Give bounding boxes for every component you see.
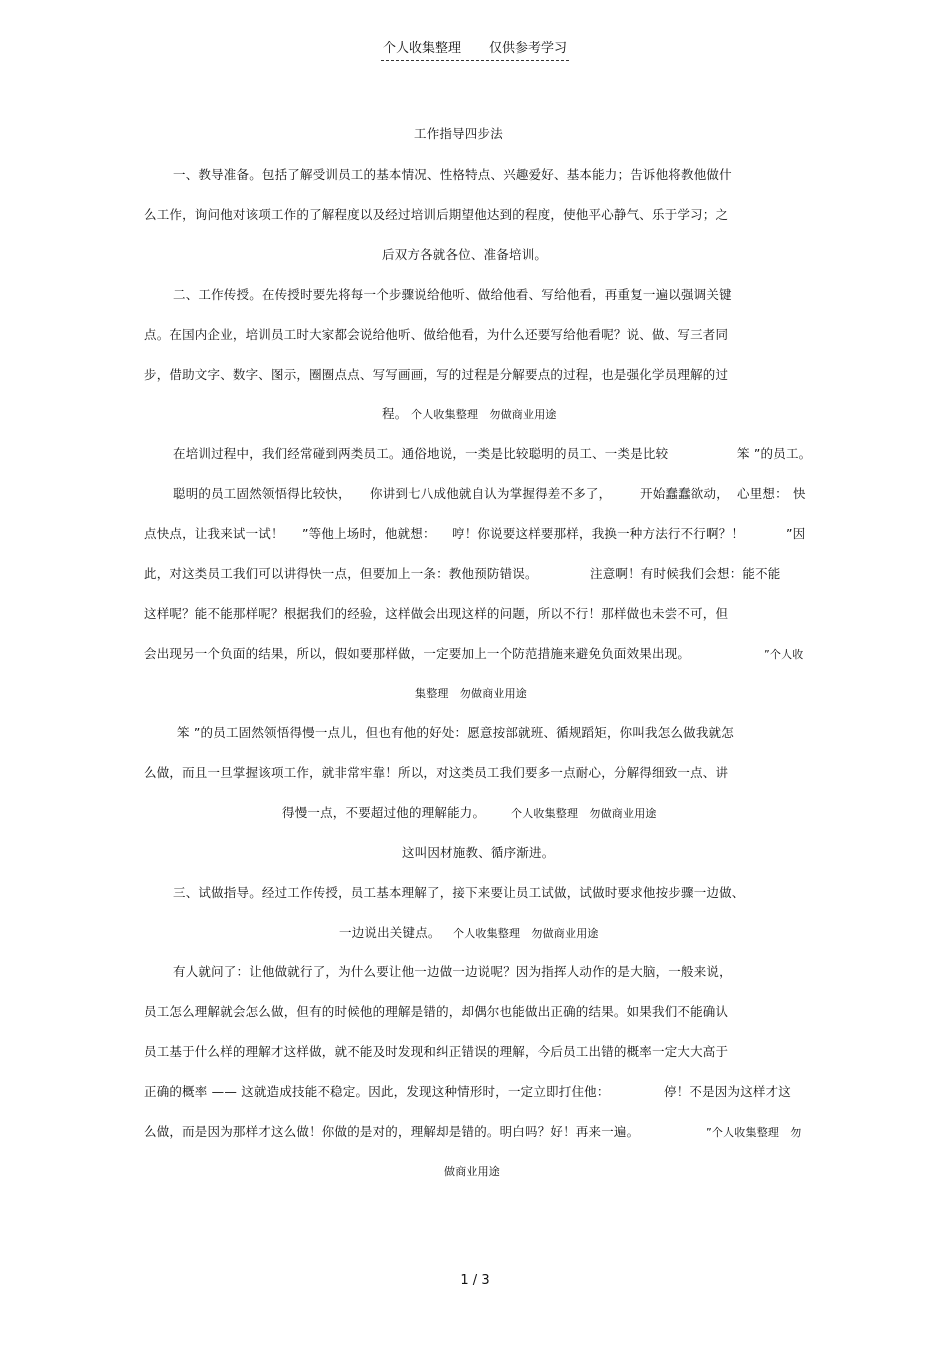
paragraph-line: 么工作，询问他对该项工作的了解程度以及经过培训后期望他达到的程度，使他平心静气、乐于学习；之 [144,207,729,222]
paragraph-line: 聪明的员工固然领悟得比较快， [173,486,351,501]
watermark-note: ”个人收 [764,648,804,661]
paragraph-line: 正确的概率 —— 这就造成技能不稳定。因此，发现这种情形时，一定立即打住他： [144,1084,610,1099]
paragraph-line: 心里想： [737,486,788,501]
paragraph-line: ”等他上场时，他就想： [302,526,436,541]
paragraph-line: 这叫因材施教、循序渐进。 [402,845,555,860]
paragraph-line: 一、教导准备。包括了解受训员工的基本情况、性格特点、兴趣爱好、基本能力；告诉他将教他做什 [173,167,732,182]
watermark-note: ”个人收集整理 勿 [706,1126,802,1139]
paragraph-line: ”因 [786,526,806,541]
paragraph-line: 得慢一点，不要超过他的理解能力。 [282,805,486,820]
paragraph-line: 停！不是因为这样才这 [664,1084,792,1099]
paragraph-line: 一边说出关键点。 [339,925,441,940]
paragraph-line: 快 [793,486,806,501]
watermark-note: 个人收集整理 勿做商业用途 [411,408,557,421]
paragraph-line: 么做，而是因为那样才这么做！你做的是对的，理解却是错的。明白吗？好！再来一遍。 [144,1124,640,1139]
paragraph-line: 开始蠢蠢欲动， [640,486,729,501]
header-banner [381,40,569,61]
paragraph-line: 点快点，让我来试一试！ [144,526,284,541]
paragraph-line: 二、工作传授。在传授时要先将每一个步骤说给他听、做给他看、写给他看，再重复一遍以强调关键 [173,287,732,302]
paragraph-line: 在培训过程中，我们经常碰到两类员工。通俗地说，一类是比较聪明的员工、一类是比较 [173,446,669,461]
watermark-note: 做商业用途 [444,1165,500,1178]
paragraph-line: 程。 [382,406,408,421]
paragraph-line: 点。在国内企业，培训员工时大家都会说给他听、做给他看，为什么还要写给他看呢？说、做、写三者同 [144,327,729,342]
header-left-text: 个人收集整理 [382,41,461,56]
paragraph-line: 后双方各就各位、准备培训。 [382,247,548,262]
paragraph-line: 笨 ”的员工。 [737,446,812,461]
watermark-note: 个人收集整理 勿做商业用途 [453,927,599,940]
page-header [0,40,950,61]
paragraph-line: 注意啊！有时候我们会想：能不能 [590,566,781,581]
paragraph-line: 步，借助文字、数字、图示，圈圈点点、写写画画，写的过程是分解要点的过程，也是强化学员理解的过 [144,367,729,382]
paragraph-line: 么做，而且一旦掌握该项工作，就非常牢靠！所以，对这类员工我们要多一点耐心，分解得细致一点、讲 [144,765,729,780]
paragraph-line: 哼！你说要这样要那样，我换一种方法行不行啊？！ [452,526,745,541]
paragraph-line: 员工基于什么样的理解才这样做，就不能及时发现和纠正错误的理解，今后员工出错的概率一定大大高于 [144,1044,729,1059]
page-number: 1 / 3 [460,1273,490,1288]
paragraph-line: 员工怎么理解就会怎么做，但有的时候他的理解是错的，却偶尔也能做出正确的结果。如果我们不能确认 [144,1004,729,1019]
paragraph-line: 笨 ”的员工固然领悟得慢一点儿，但也有他的好处：愿意按部就班、循规蹈矩，你叫我怎么做我就怎 [177,725,734,740]
paragraph-line: 三、试做指导。经过工作传授，员工基本理解了，接下来要让员工试做，试做时要求他按步骤一边做、 [173,885,745,900]
watermark-note: 集整理 勿做商业用途 [415,687,527,700]
document-title: 工作指导四步法 [414,126,503,141]
paragraph-line: 这样呢？能不能那样呢？根据我们的经验，这样做会出现这样的问题，所以不行！那样做也未尝不可，但 [144,606,729,621]
paragraph-line: 你讲到七八成他就自认为掌握得差不多了， [370,486,612,501]
paragraph-line: 有人就问了：让他做就行了，为什么要让他一边做一边说呢？因为指挥人动作的是大脑，一般来说， [173,964,732,979]
paragraph-line: 会出现另一个负面的结果，所以，假如要那样做，一定要加上一个防范措施来避免负面效果出现。 [144,646,691,661]
header-right-text: 仅供参考学习 [489,41,568,56]
watermark-note: 个人收集整理 勿做商业用途 [511,807,657,820]
paragraph-line: 此，对这类员工我们可以讲得快一点，但要加上一条：教他预防错误。 [144,566,538,581]
